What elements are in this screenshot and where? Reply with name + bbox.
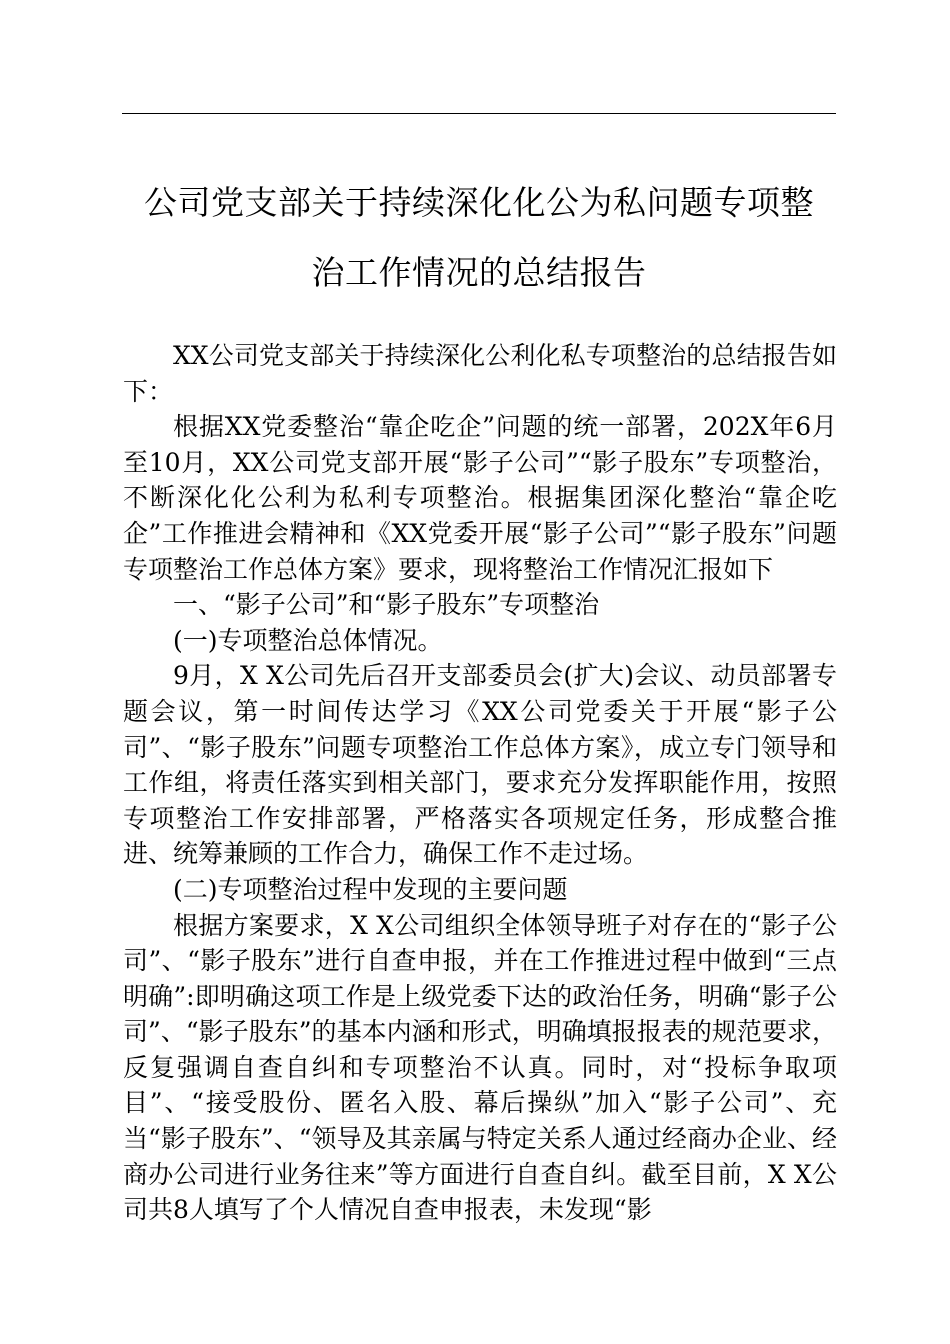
paragraph-intro: XX公司党支部关于持续深化公利化私专项整治的总结报告如下： [123, 341, 837, 406]
document-body [123, 338, 837, 1228]
title-line-2: 治工作情况的总结报告 [311, 253, 647, 292]
document-title [110, 168, 848, 308]
paragraph-problems: 根据方案要求，X X公司组织全体领导班子对存在的“影子公司”、“影子股东”进行自查申报，并在工作推进过程中做到“三点明确”:即明确这项工作是上级党委下达的政治任务，明确“影子公司”、“影子股东”的基本内涵和形式，明确填报报表的规范要求，反复强调自查自纠和专项整治不认真。同时，对“投标争取项目”、“接受股份、匿名入股、幕后操纵”加入“影子公司”、充当“影子股东”、“领导及其亲属与特定关系人通过经商办企业、经商办公司进行业务往来”等方面进行自查自纠。截至目前，X X公司共8人填写了个人情况自查申报表，未发现“影 [123, 910, 837, 1225]
subsection-heading-2: (二)专项整治过程中发现的主要问题 [173, 874, 568, 904]
paragraph-background: 根据XX党委整治“靠企吃企”问题的统一部署，202X年6月至10月，XX公司党支部开展“影子公司”“影子股东”专项整治，不断深化化公利为私利专项整治。根据集团深化整治“靠企吃企”工作推进会精神和《XX党委开展“影子公司”“影子股东”问题专项整治工作总体方案》要求，现将整治工作情况汇报如下 [123, 412, 837, 584]
header-rule [122, 113, 836, 114]
section-heading-1: 一、“影子公司”和“影子股东”专项整治 [173, 590, 600, 620]
subsection-heading-1: (一)专项整治总体情况。 [173, 625, 443, 655]
paragraph-overview: 9月，X X公司先后召开支部委员会(扩大)会议、动员部署专题会议，第一时间传达学习《XX公司党委关于开展“影子公司”、“影子股东”问题专项整治工作总体方案》，成立专门领导和工作组，将责任落实到相关部门，要求充分发挥职能作用，按照专项整治工作安排部署，严格落实各项规定任务，形成整合推进、统筹兼顾的工作合力，确保工作不走过场。 [123, 661, 837, 869]
title-line-1: 公司党支部关于持续深化化公为私问题专项整 [144, 183, 814, 222]
